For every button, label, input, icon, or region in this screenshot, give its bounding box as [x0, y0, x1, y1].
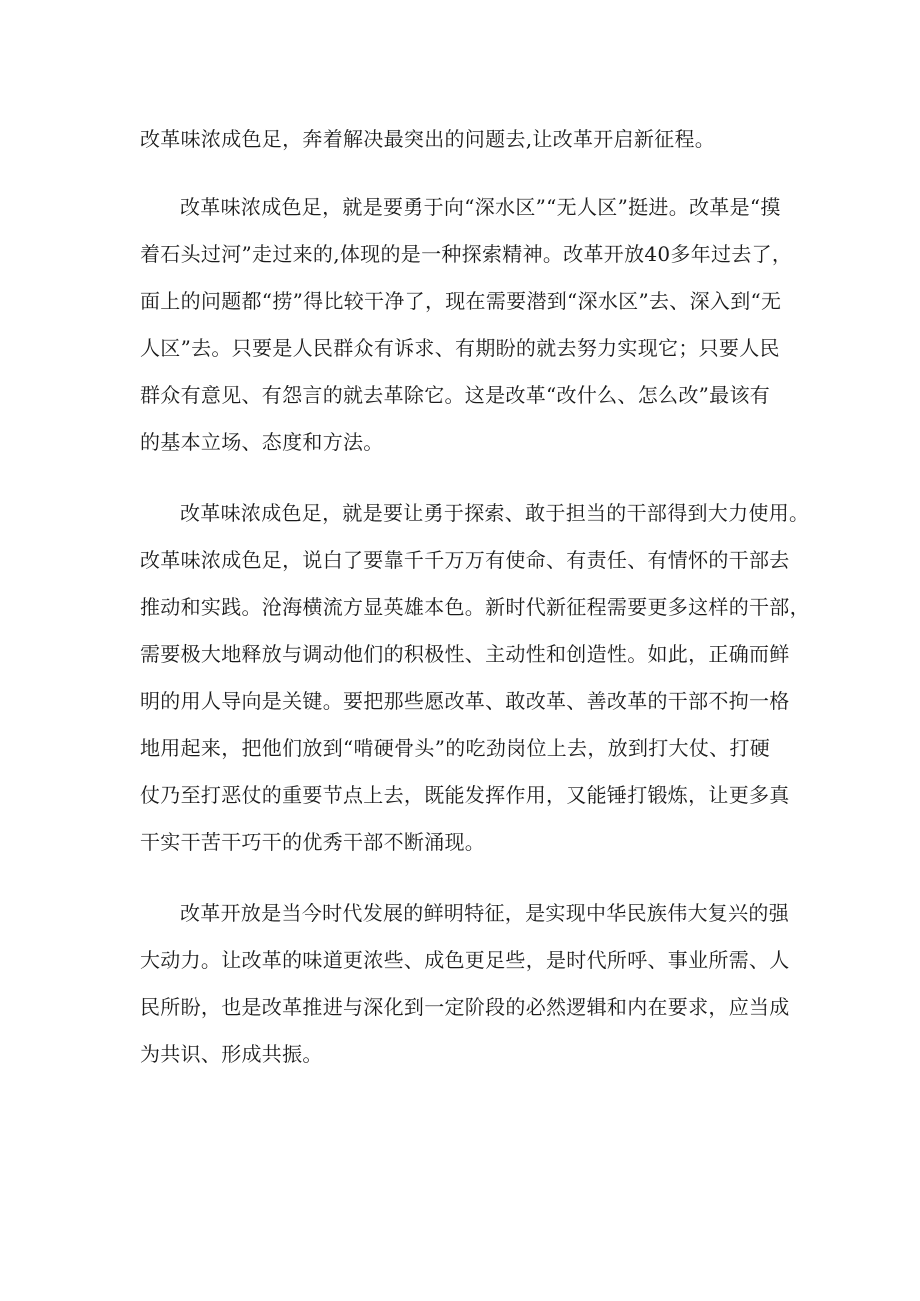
paragraph-2-line-6: 的基本立场、态度和方法。: [140, 430, 384, 454]
paragraph-3-line-5: 明的用人导向是关键。要把那些愿改革、敢改革、善改革的干部不拘一格: [140, 689, 790, 713]
paragraph-3-line-1: 改革味浓成色足，就是要让勇于探索、敢于担当的干部得到大力使用。: [180, 501, 810, 525]
paragraph-2-line-4: 人区”去。只要是人民群众有诉求、有期盼的就去努力实现它；只要人民: [140, 336, 780, 360]
paragraph-3-line-3: 推动和实践。沧海横流方显英雄本色。新时代新征程需要更多这样的干部，: [140, 595, 810, 619]
paragraph-3-line-6: 地用起来，把他们放到“啃硬骨头”的吃劲岗位上去，放到打大仗、打硬: [140, 736, 771, 760]
paragraph-3-line-7: 仗乃至打恶仗的重要节点上去，既能发挥作用，又能锤打锻炼，让更多真: [140, 783, 790, 807]
paragraph-2-line-3: 面上的问题都“捞”得比较干净了，现在需要潜到“深水区”去、深入到“无: [140, 289, 782, 313]
paragraph-4-line-4: 为共识、形成共振。: [140, 1042, 323, 1066]
paragraph-2-line-5: 群众有意见、有怨言的就去革除它。这是改革“改什么、怎么改”最该有: [140, 383, 771, 407]
paragraph-4-line-2: 大动力。让改革的味道更浓些、成色更足些，是时代所呼、事业所需、人: [140, 948, 790, 972]
paragraph-2-line-2: 着石头过河”走过来的,体现的是一种探索精神。改革开放40多年过去了，: [140, 242, 793, 266]
paragraph-4-line-1: 改革开放是当今时代发展的鲜明特征，是实现中华民族伟大复兴的强: [180, 901, 789, 925]
paragraph-3-line-8: 干实干苦干巧干的优秀干部不断涌现。: [140, 830, 486, 854]
paragraph-2-line-1: 改革味浓成色足，就是要勇于向“深水区”“无人区”挺进。改革是“摸: [180, 195, 781, 219]
paragraph-3-line-2: 改革味浓成色足，说白了要靠千千万万有使命、有责任、有情怀的干部去: [140, 548, 790, 572]
paragraph-3-line-4: 需要极大地释放与调动他们的积极性、主动性和创造性。如此，正确而鲜: [140, 642, 790, 666]
paragraph-1-line-1: 改革味浓成色足，奔着解决最突出的问题去,让改革开启新征程。: [140, 127, 716, 151]
paragraph-4-line-3: 民所盼，也是改革推进与深化到一定阶段的必然逻辑和内在要求，应当成: [140, 995, 790, 1019]
